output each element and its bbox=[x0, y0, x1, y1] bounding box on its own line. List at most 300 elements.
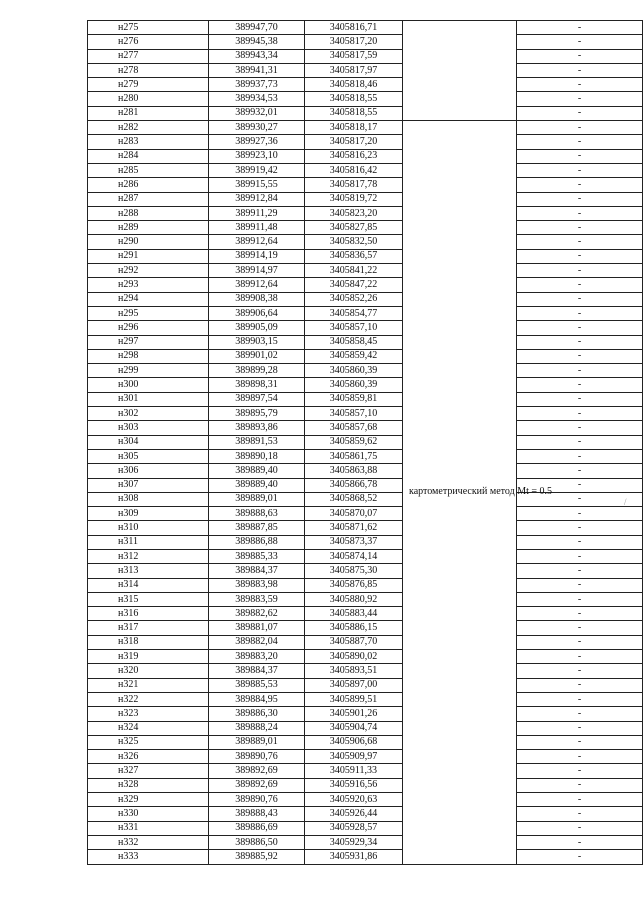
y-coordinate-cell: 3405901,26 bbox=[305, 707, 403, 721]
x-coordinate-cell: 389932,01 bbox=[209, 106, 305, 120]
point-name-cell: н322 bbox=[88, 692, 209, 706]
x-coordinate-cell: 389941,31 bbox=[209, 63, 305, 77]
y-coordinate-cell: 3405871,62 bbox=[305, 521, 403, 535]
y-coordinate-cell: 3405857,10 bbox=[305, 321, 403, 335]
table-row bbox=[88, 235, 643, 249]
y-coordinate-cell: 3405861,75 bbox=[305, 449, 403, 463]
y-coordinate-cell: 3405870,07 bbox=[305, 507, 403, 521]
y-coordinate-cell: 3405819,72 bbox=[305, 192, 403, 206]
y-coordinate-cell: 3405860,39 bbox=[305, 364, 403, 378]
y-coordinate-cell: 3405890,02 bbox=[305, 650, 403, 664]
point-name-cell: н291 bbox=[88, 249, 209, 263]
y-coordinate-cell: 3405897,00 bbox=[305, 678, 403, 692]
method-cell-top bbox=[403, 21, 517, 121]
x-coordinate-cell: 389888,24 bbox=[209, 721, 305, 735]
point-name-cell: н302 bbox=[88, 407, 209, 421]
table-row bbox=[88, 449, 643, 463]
x-coordinate-cell: 389890,18 bbox=[209, 449, 305, 463]
x-coordinate-cell: 389884,37 bbox=[209, 664, 305, 678]
x-coordinate-cell: 389883,59 bbox=[209, 592, 305, 606]
x-coordinate-cell: 389882,62 bbox=[209, 607, 305, 621]
x-coordinate-cell: 389884,95 bbox=[209, 692, 305, 706]
y-coordinate-cell: 3405868,52 bbox=[305, 492, 403, 506]
x-coordinate-cell: 389914,19 bbox=[209, 249, 305, 263]
point-name-cell: н293 bbox=[88, 278, 209, 292]
table-row bbox=[88, 292, 643, 306]
table-row bbox=[88, 178, 643, 192]
table-row bbox=[88, 192, 643, 206]
accuracy-cell: - bbox=[517, 206, 643, 220]
accuracy-cell: - bbox=[517, 478, 643, 492]
accuracy-cell: - bbox=[517, 735, 643, 749]
point-name-cell: н288 bbox=[88, 206, 209, 220]
table-row bbox=[88, 764, 643, 778]
table-row bbox=[88, 78, 643, 92]
x-coordinate-cell: 389943,34 bbox=[209, 49, 305, 63]
y-coordinate-cell: 3405931,86 bbox=[305, 850, 403, 864]
y-coordinate-cell: 3405854,77 bbox=[305, 306, 403, 320]
table-row bbox=[88, 492, 643, 506]
point-name-cell: н331 bbox=[88, 821, 209, 835]
point-name-cell: н306 bbox=[88, 464, 209, 478]
accuracy-cell: - bbox=[517, 364, 643, 378]
table-row bbox=[88, 549, 643, 563]
point-name-cell: н294 bbox=[88, 292, 209, 306]
table-row bbox=[88, 793, 643, 807]
y-coordinate-cell: 3405859,62 bbox=[305, 435, 403, 449]
x-coordinate-cell: 389914,97 bbox=[209, 264, 305, 278]
point-name-cell: н319 bbox=[88, 650, 209, 664]
point-name-cell: н278 bbox=[88, 63, 209, 77]
table-row bbox=[88, 821, 643, 835]
accuracy-cell: - bbox=[517, 378, 643, 392]
accuracy-cell: - bbox=[517, 449, 643, 463]
table-row bbox=[88, 206, 643, 220]
point-name-cell: н283 bbox=[88, 135, 209, 149]
table-row bbox=[88, 635, 643, 649]
x-coordinate-cell: 389930,27 bbox=[209, 121, 305, 135]
accuracy-cell: - bbox=[517, 521, 643, 535]
table-row bbox=[88, 807, 643, 821]
table-row bbox=[88, 678, 643, 692]
x-coordinate-cell: 389892,69 bbox=[209, 764, 305, 778]
x-coordinate-cell: 389911,48 bbox=[209, 221, 305, 235]
table-row bbox=[88, 464, 643, 478]
table-row bbox=[88, 163, 643, 177]
accuracy-cell: - bbox=[517, 63, 643, 77]
x-coordinate-cell: 389886,69 bbox=[209, 821, 305, 835]
table-row bbox=[88, 621, 643, 635]
table-row bbox=[88, 592, 643, 606]
y-coordinate-cell: 3405880,92 bbox=[305, 592, 403, 606]
table-row bbox=[88, 378, 643, 392]
point-name-cell: н295 bbox=[88, 306, 209, 320]
point-name-cell: н321 bbox=[88, 678, 209, 692]
point-name-cell: н275 bbox=[88, 21, 209, 35]
y-coordinate-cell: 3405818,17 bbox=[305, 121, 403, 135]
point-name-cell: н300 bbox=[88, 378, 209, 392]
coordinates-table bbox=[87, 20, 643, 865]
accuracy-cell: - bbox=[517, 850, 643, 864]
accuracy-cell: - bbox=[517, 221, 643, 235]
x-coordinate-cell: 389911,29 bbox=[209, 206, 305, 220]
method-text: картометрический метод Mt = 0.5 bbox=[409, 486, 553, 498]
accuracy-cell: - bbox=[517, 106, 643, 120]
accuracy-cell: - bbox=[517, 278, 643, 292]
y-coordinate-cell: 3405817,20 bbox=[305, 135, 403, 149]
coordinates-table-body bbox=[88, 21, 643, 865]
accuracy-cell: - bbox=[517, 664, 643, 678]
point-name-cell: н277 bbox=[88, 49, 209, 63]
accuracy-cell: - bbox=[517, 578, 643, 592]
x-coordinate-cell: 389885,33 bbox=[209, 549, 305, 563]
point-name-cell: н311 bbox=[88, 535, 209, 549]
point-name-cell: н326 bbox=[88, 750, 209, 764]
x-coordinate-cell: 389883,20 bbox=[209, 650, 305, 664]
point-name-cell: н298 bbox=[88, 349, 209, 363]
y-coordinate-cell: 3405904,74 bbox=[305, 721, 403, 735]
x-coordinate-cell: 389903,15 bbox=[209, 335, 305, 349]
table-row bbox=[88, 106, 643, 120]
point-name-cell: н312 bbox=[88, 549, 209, 563]
accuracy-cell: - bbox=[517, 249, 643, 263]
y-coordinate-cell: 3405841,22 bbox=[305, 264, 403, 278]
x-coordinate-cell: 389899,28 bbox=[209, 364, 305, 378]
y-coordinate-cell: 3405817,78 bbox=[305, 178, 403, 192]
accuracy-cell: - bbox=[517, 750, 643, 764]
table-row bbox=[88, 578, 643, 592]
table-row bbox=[88, 535, 643, 549]
point-name-cell: н297 bbox=[88, 335, 209, 349]
y-coordinate-cell: 3405863,88 bbox=[305, 464, 403, 478]
y-coordinate-cell: 3405916,56 bbox=[305, 778, 403, 792]
accuracy-cell: - bbox=[517, 121, 643, 135]
point-name-cell: н309 bbox=[88, 507, 209, 521]
y-coordinate-cell: 3405832,50 bbox=[305, 235, 403, 249]
x-coordinate-cell: 389934,53 bbox=[209, 92, 305, 106]
point-name-cell: н329 bbox=[88, 793, 209, 807]
x-coordinate-cell: 389937,73 bbox=[209, 78, 305, 92]
y-coordinate-cell: 3405876,85 bbox=[305, 578, 403, 592]
y-coordinate-cell: 3405817,20 bbox=[305, 35, 403, 49]
accuracy-cell: - bbox=[517, 592, 643, 606]
y-coordinate-cell: 3405858,45 bbox=[305, 335, 403, 349]
accuracy-cell: - bbox=[517, 778, 643, 792]
accuracy-cell: - bbox=[517, 464, 643, 478]
y-coordinate-cell: 3405827,85 bbox=[305, 221, 403, 235]
x-coordinate-cell: 389884,37 bbox=[209, 564, 305, 578]
point-name-cell: н314 bbox=[88, 578, 209, 592]
point-name-cell: н281 bbox=[88, 106, 209, 120]
table-row bbox=[88, 321, 643, 335]
point-name-cell: н307 bbox=[88, 478, 209, 492]
x-coordinate-cell: 389915,55 bbox=[209, 178, 305, 192]
accuracy-cell: - bbox=[517, 678, 643, 692]
table-row bbox=[88, 750, 643, 764]
accuracy-cell: - bbox=[517, 507, 643, 521]
point-name-cell: н320 bbox=[88, 664, 209, 678]
table-row bbox=[88, 249, 643, 263]
x-coordinate-cell: 389898,31 bbox=[209, 378, 305, 392]
point-name-cell: н330 bbox=[88, 807, 209, 821]
x-coordinate-cell: 389945,38 bbox=[209, 35, 305, 49]
x-coordinate-cell: 389906,64 bbox=[209, 306, 305, 320]
point-name-cell: н280 bbox=[88, 92, 209, 106]
x-coordinate-cell: 389947,70 bbox=[209, 21, 305, 35]
table-row bbox=[88, 721, 643, 735]
x-coordinate-cell: 389883,98 bbox=[209, 578, 305, 592]
accuracy-cell: - bbox=[517, 492, 643, 506]
table-row bbox=[88, 149, 643, 163]
y-coordinate-cell: 3405887,70 bbox=[305, 635, 403, 649]
point-name-cell: н292 bbox=[88, 264, 209, 278]
point-name-cell: н324 bbox=[88, 721, 209, 735]
accuracy-cell: - bbox=[517, 607, 643, 621]
accuracy-cell: - bbox=[517, 92, 643, 106]
y-coordinate-cell: 3405859,81 bbox=[305, 392, 403, 406]
accuracy-cell: - bbox=[517, 549, 643, 563]
x-coordinate-cell: 389912,64 bbox=[209, 278, 305, 292]
point-name-cell: н328 bbox=[88, 778, 209, 792]
x-coordinate-cell: 389892,69 bbox=[209, 778, 305, 792]
point-name-cell: н299 bbox=[88, 364, 209, 378]
x-coordinate-cell: 389888,63 bbox=[209, 507, 305, 521]
x-coordinate-cell: 389889,01 bbox=[209, 735, 305, 749]
table-row bbox=[88, 278, 643, 292]
accuracy-cell: - bbox=[517, 21, 643, 35]
accuracy-cell: - bbox=[517, 78, 643, 92]
table-row bbox=[88, 564, 643, 578]
y-coordinate-cell: 3405816,23 bbox=[305, 149, 403, 163]
y-coordinate-cell: 3405883,44 bbox=[305, 607, 403, 621]
point-name-cell: н279 bbox=[88, 78, 209, 92]
point-name-cell: н308 bbox=[88, 492, 209, 506]
accuracy-cell: - bbox=[517, 35, 643, 49]
y-coordinate-cell: 3405886,15 bbox=[305, 621, 403, 635]
x-coordinate-cell: 389919,42 bbox=[209, 163, 305, 177]
x-coordinate-cell: 389886,30 bbox=[209, 707, 305, 721]
point-name-cell: н317 bbox=[88, 621, 209, 635]
y-coordinate-cell: 3405816,42 bbox=[305, 163, 403, 177]
accuracy-cell: - bbox=[517, 807, 643, 821]
point-name-cell: н305 bbox=[88, 449, 209, 463]
y-coordinate-cell: 3405866,78 bbox=[305, 478, 403, 492]
x-coordinate-cell: 389882,04 bbox=[209, 635, 305, 649]
y-coordinate-cell: 3405893,51 bbox=[305, 664, 403, 678]
accuracy-cell: - bbox=[517, 192, 643, 206]
table-row bbox=[88, 364, 643, 378]
point-name-cell: н318 bbox=[88, 635, 209, 649]
accuracy-cell: - bbox=[517, 392, 643, 406]
y-coordinate-cell: 3405859,42 bbox=[305, 349, 403, 363]
table-row bbox=[88, 692, 643, 706]
x-coordinate-cell: 389889,01 bbox=[209, 492, 305, 506]
table-row bbox=[88, 835, 643, 849]
table-row bbox=[88, 335, 643, 349]
table-row bbox=[88, 435, 643, 449]
point-name-cell: н333 bbox=[88, 850, 209, 864]
table-row bbox=[88, 507, 643, 521]
accuracy-cell: - bbox=[517, 349, 643, 363]
x-coordinate-cell: 389893,86 bbox=[209, 421, 305, 435]
table-row bbox=[88, 478, 643, 492]
y-coordinate-cell: 3405911,33 bbox=[305, 764, 403, 778]
accuracy-cell: - bbox=[517, 407, 643, 421]
accuracy-cell: - bbox=[517, 49, 643, 63]
accuracy-cell: - bbox=[517, 821, 643, 835]
x-coordinate-cell: 389890,76 bbox=[209, 793, 305, 807]
y-coordinate-cell: 3405899,51 bbox=[305, 692, 403, 706]
y-coordinate-cell: 3405920,63 bbox=[305, 793, 403, 807]
table-row bbox=[88, 421, 643, 435]
x-coordinate-cell: 389890,76 bbox=[209, 750, 305, 764]
accuracy-cell: - bbox=[517, 178, 643, 192]
point-name-cell: н303 bbox=[88, 421, 209, 435]
table-row bbox=[88, 264, 643, 278]
table-row bbox=[88, 664, 643, 678]
x-coordinate-cell: 389923,10 bbox=[209, 149, 305, 163]
table-row bbox=[88, 650, 643, 664]
accuracy-cell: - bbox=[517, 564, 643, 578]
accuracy-cell: - bbox=[517, 692, 643, 706]
x-coordinate-cell: 389887,85 bbox=[209, 521, 305, 535]
y-coordinate-cell: 3405906,68 bbox=[305, 735, 403, 749]
accuracy-cell: - bbox=[517, 764, 643, 778]
point-name-cell: н315 bbox=[88, 592, 209, 606]
point-name-cell: н301 bbox=[88, 392, 209, 406]
y-coordinate-cell: 3405909,97 bbox=[305, 750, 403, 764]
point-name-cell: н285 bbox=[88, 163, 209, 177]
y-coordinate-cell: 3405874,14 bbox=[305, 549, 403, 563]
y-coordinate-cell: 3405847,22 bbox=[305, 278, 403, 292]
accuracy-cell: - bbox=[517, 421, 643, 435]
y-coordinate-cell: 3405852,26 bbox=[305, 292, 403, 306]
table-row bbox=[88, 349, 643, 363]
point-name-cell: н310 bbox=[88, 521, 209, 535]
accuracy-cell: - bbox=[517, 635, 643, 649]
point-name-cell: н325 bbox=[88, 735, 209, 749]
table-row bbox=[88, 735, 643, 749]
x-coordinate-cell: 389912,84 bbox=[209, 192, 305, 206]
x-coordinate-cell: 389895,79 bbox=[209, 407, 305, 421]
accuracy-cell: - bbox=[517, 235, 643, 249]
point-name-cell: н284 bbox=[88, 149, 209, 163]
margin-mark: / bbox=[624, 497, 627, 507]
accuracy-cell: - bbox=[517, 435, 643, 449]
table-row bbox=[88, 407, 643, 421]
accuracy-cell: - bbox=[517, 793, 643, 807]
y-coordinate-cell: 3405823,20 bbox=[305, 206, 403, 220]
x-coordinate-cell: 389912,64 bbox=[209, 235, 305, 249]
table-row bbox=[88, 63, 643, 77]
y-coordinate-cell: 3405816,71 bbox=[305, 21, 403, 35]
table-row bbox=[88, 92, 643, 106]
y-coordinate-cell: 3405928,57 bbox=[305, 821, 403, 835]
table-row bbox=[88, 21, 643, 35]
table-row bbox=[88, 49, 643, 63]
accuracy-cell: - bbox=[517, 306, 643, 320]
accuracy-cell: - bbox=[517, 292, 643, 306]
x-coordinate-cell: 389886,50 bbox=[209, 835, 305, 849]
x-coordinate-cell: 389888,43 bbox=[209, 807, 305, 821]
x-coordinate-cell: 389885,92 bbox=[209, 850, 305, 864]
y-coordinate-cell: 3405818,46 bbox=[305, 78, 403, 92]
x-coordinate-cell: 389905,09 bbox=[209, 321, 305, 335]
method-cell bbox=[403, 121, 553, 864]
y-coordinate-cell: 3405860,39 bbox=[305, 378, 403, 392]
point-name-cell: н296 bbox=[88, 321, 209, 335]
x-coordinate-cell: 389891,53 bbox=[209, 435, 305, 449]
accuracy-cell: - bbox=[517, 535, 643, 549]
y-coordinate-cell: 3405836,57 bbox=[305, 249, 403, 263]
x-coordinate-cell: 389897,54 bbox=[209, 392, 305, 406]
x-coordinate-cell: 389885,53 bbox=[209, 678, 305, 692]
accuracy-cell: - bbox=[517, 264, 643, 278]
point-name-cell: н323 bbox=[88, 707, 209, 721]
table-row bbox=[88, 521, 643, 535]
accuracy-cell: - bbox=[517, 835, 643, 849]
x-coordinate-cell: 389889,40 bbox=[209, 464, 305, 478]
x-coordinate-cell: 389901,02 bbox=[209, 349, 305, 363]
table-row bbox=[88, 306, 643, 320]
table-row bbox=[88, 607, 643, 621]
table-row bbox=[88, 135, 643, 149]
accuracy-cell: - bbox=[517, 149, 643, 163]
point-name-cell: н276 bbox=[88, 35, 209, 49]
y-coordinate-cell: 3405817,97 bbox=[305, 63, 403, 77]
table-row bbox=[88, 707, 643, 721]
point-name-cell: н282 bbox=[88, 121, 209, 135]
accuracy-cell: - bbox=[517, 721, 643, 735]
y-coordinate-cell: 3405857,10 bbox=[305, 407, 403, 421]
y-coordinate-cell: 3405818,55 bbox=[305, 92, 403, 106]
point-name-cell: н289 bbox=[88, 221, 209, 235]
accuracy-cell: - bbox=[517, 707, 643, 721]
table-row bbox=[88, 850, 643, 864]
y-coordinate-cell: 3405818,55 bbox=[305, 106, 403, 120]
accuracy-cell: - bbox=[517, 650, 643, 664]
accuracy-cell: - bbox=[517, 621, 643, 635]
x-coordinate-cell: 389889,40 bbox=[209, 478, 305, 492]
y-coordinate-cell: 3405929,34 bbox=[305, 835, 403, 849]
table-row bbox=[88, 221, 643, 235]
y-coordinate-cell: 3405875,30 bbox=[305, 564, 403, 578]
accuracy-cell: - bbox=[517, 321, 643, 335]
accuracy-cell: - bbox=[517, 163, 643, 177]
table-row bbox=[88, 392, 643, 406]
point-name-cell: н286 bbox=[88, 178, 209, 192]
point-name-cell: н316 bbox=[88, 607, 209, 621]
accuracy-cell: - bbox=[517, 135, 643, 149]
y-coordinate-cell: 3405857,68 bbox=[305, 421, 403, 435]
x-coordinate-cell: 389886,88 bbox=[209, 535, 305, 549]
point-name-cell: н290 bbox=[88, 235, 209, 249]
accuracy-cell: - bbox=[517, 335, 643, 349]
y-coordinate-cell: 3405873,37 bbox=[305, 535, 403, 549]
x-coordinate-cell: 389927,36 bbox=[209, 135, 305, 149]
point-name-cell: н327 bbox=[88, 764, 209, 778]
table-row bbox=[88, 778, 643, 792]
y-coordinate-cell: 3405817,59 bbox=[305, 49, 403, 63]
x-coordinate-cell: 389881,07 bbox=[209, 621, 305, 635]
point-name-cell: н304 bbox=[88, 435, 209, 449]
point-name-cell: н332 bbox=[88, 835, 209, 849]
table-row bbox=[88, 121, 643, 135]
point-name-cell: н313 bbox=[88, 564, 209, 578]
x-coordinate-cell: 389908,38 bbox=[209, 292, 305, 306]
point-name-cell: н287 bbox=[88, 192, 209, 206]
table-row bbox=[88, 35, 643, 49]
